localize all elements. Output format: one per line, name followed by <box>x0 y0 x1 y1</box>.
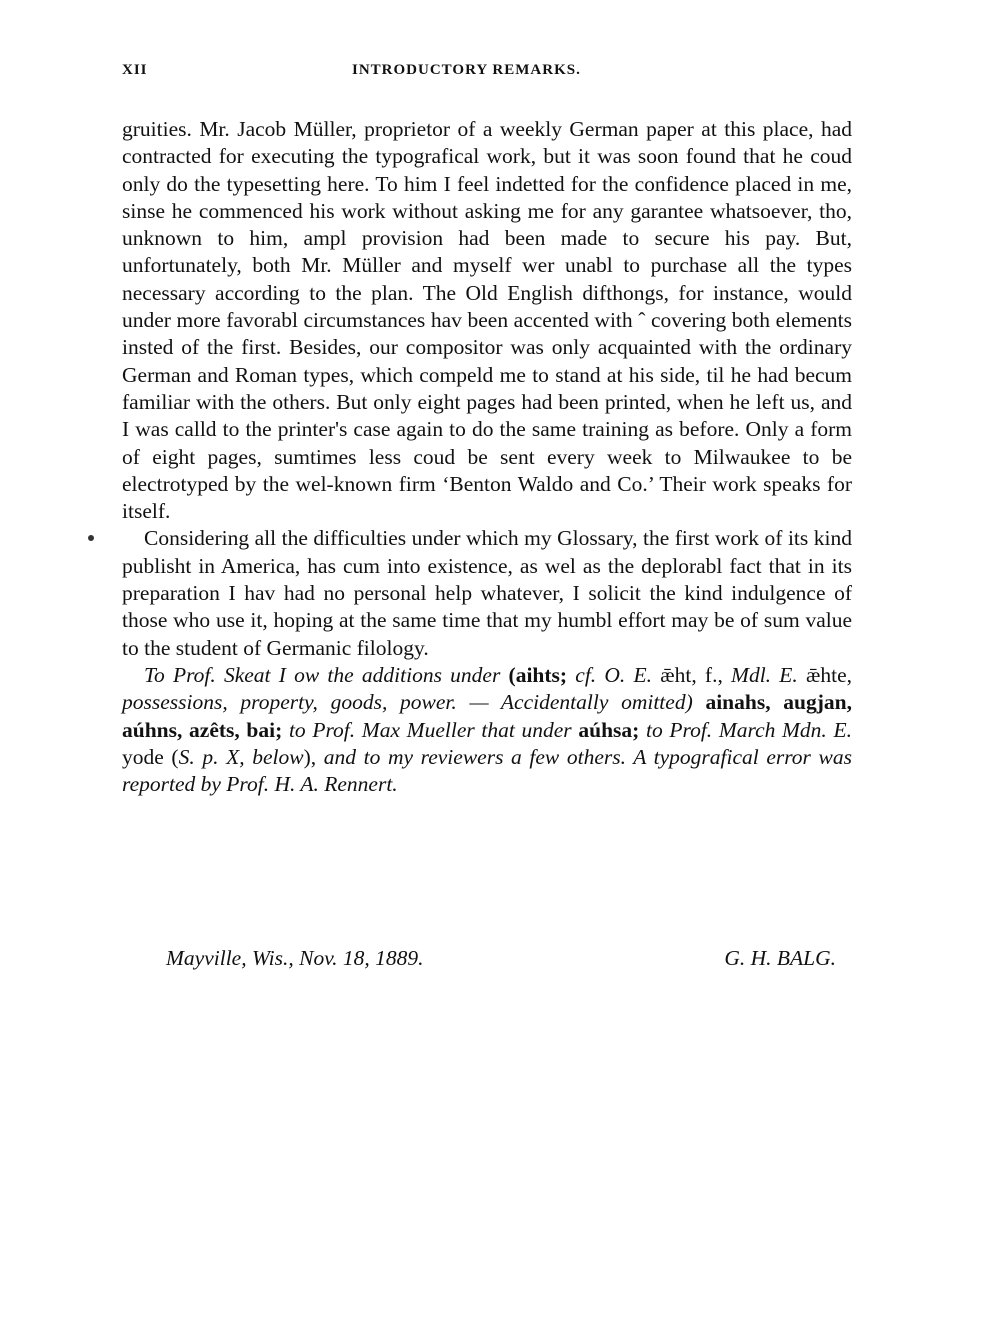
paragraph-printing-history: gruities. Mr. Jacob Müller, proprietor of a weekly German paper at this place, had contracted for executing the typografical work, but it was soon found that he coud only do the typesetting here. To him I feel indetted for the confidence placed in me, sinse he commenced his work without asking me for any garantee whatsoever, tho, unknown to him, ampl provision had been made to secure his pay. But, unfortunately, both Mr. Müller and myself wer unabl to purchase all the types necessary according to the plan. The Old English difthongs, for instance, would under more favorabl circumstances hav been accented with ˆ covering both elements insted of the first. Besides, our compositor was only acquainted with the ordinary German and Roman types, which compeld me to stand at his side, til he had becum familiar with the others. But only eight pages had been printed, when he left us, and I was calld to the printer's case again to do the same training as before. Only a form of eight pages, sumtimes less coud be sent every week to Milwaukee to be electrotyped by the wel-known firm ‘Benton Waldo and Co.’ Their work speaks for itself. <box>122 117 852 524</box>
running-header <box>122 62 852 86</box>
ack-word: ainahs, augjan, aúhns, azêts, bai; <box>122 690 852 742</box>
ack-word: yode <box>122 744 164 769</box>
ack-text: to Prof. March Mdn. E. <box>639 717 852 742</box>
signature-line <box>166 946 852 976</box>
paragraph-indulgence: Considering all the difficulties under which my Glossary, the first work of its kind publisht in America, has cum into existence, as wel as the deplorabl fact that in its preparation I hav had no personal help whatever, I solicit the kind indulgence of those who use it, hoping at the same time that my humbl effort may be of sum value to the student of Germanic filology. <box>122 526 852 660</box>
ack-paren: ( <box>171 744 179 769</box>
margin-dot-mark <box>88 535 94 541</box>
running-title: INTRODUCTORY REMARKS. <box>352 62 581 78</box>
ack-text: To Prof. Skeat I ow the additions under <box>144 662 509 687</box>
ack-word: ǣht, f., <box>660 662 723 687</box>
ack-word: ǣhte, <box>806 662 852 687</box>
ack-text: Mdl. E. <box>722 662 806 687</box>
ack-text: possessions, property, goods, power. — Accidentally omitted) <box>122 690 706 715</box>
signature-place-date: Mayville, Wis., Nov. 18, 1889. <box>166 946 424 970</box>
body-text <box>122 116 852 798</box>
signature-author: G. H. BALG. <box>724 946 836 970</box>
page-number: XII <box>122 62 148 78</box>
ack-text: and to my reviewers a few others. A typografical error was reported by Prof. H. A. Rennert. <box>122 744 852 797</box>
ack-word: (aihts; <box>508 662 568 687</box>
ack-text: to Prof. Max Mueller that under <box>282 717 579 742</box>
ack-paren: ), <box>303 744 317 769</box>
paragraph-acknowledgment <box>122 662 852 798</box>
ack-text: cf. O. E. <box>567 662 661 687</box>
ack-word: aúhsa; <box>578 717 640 742</box>
ack-text: S. p. X, below <box>178 744 304 769</box>
